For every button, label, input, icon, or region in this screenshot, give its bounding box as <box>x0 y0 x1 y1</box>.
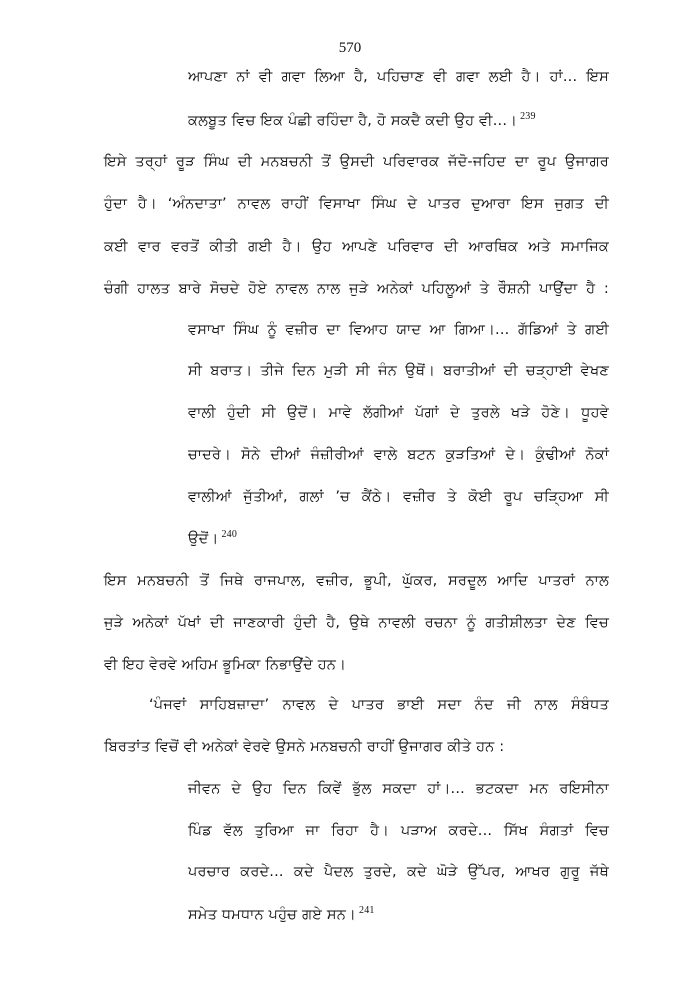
quote-line: ਵਾਲੀਆਂ ਜੁੱਤੀਆਂ, ਗਲਾਂ ’ਚ ਕੈਂਠੇ। ਵਜ਼ੀਰ ਤੇ ਕੋਈ ਰੂਪ ਚੜ੍ਹਿਆ ਸੀ <box>188 489 609 505</box>
quote-line: ਆਪਣਾ ਨਾਂ ਵੀ ਗਵਾ ਲਿਆ ਹੈ, ਪਹਿਚਾਣ ਵੀ ਗਵਾ ਲਈ ਹੈ। ਹਾਂ... ਇਸ <box>188 69 609 85</box>
quote-line: ਜੀਵਨ ਦੇ ਉਹ ਦਿਨ ਕਿਵੇਂ ਭੁੱਲ ਸਕਦਾ ਹਾਂ।... ਭਟਕਦਾ ਮਨ ਰਇਸੀਨਾ <box>188 781 609 797</box>
footnote-marker: 240 <box>221 529 238 540</box>
quote-line-text: ਸਮੇਤ ਧਮਧਾਨ ਪਹੁੰਚ ਗਏ ਸਨ। <box>188 906 356 923</box>
paragraph-line: ਬਿਰਤਾਂਤ ਵਿਚੋਂ ਵੀ ਅਨੇਕਾਂ ਵੇਰਵੇ ਉਸਨੇ ਮਨਬਚਨੀ ਰਾਹੀਂ ਉਜਾਗਰ ਕੀਤੇ ਹਨ : <box>104 739 505 755</box>
quote-line: ਵਸਾਖਾ ਸਿੰਘ ਨੂੰ ਵਜ਼ੀਰ ਦਾ ਵਿਆਹ ਯਾਦ ਆ ਗਿਆ।... ਗੱਡਿਆਂ ਤੇ ਗਈ <box>188 322 609 338</box>
quote-line: ਵਾਲੀ ਹੁੰਦੀ ਸੀ ਉਦੋਂ। ਮਾਵੇ ਲੱਗੀਆਂ ਪੱਗਾਂ ਦੇ ਤੁਰਲੇ ਖੜੇ ਹੋਣੇ। ਧੂਹਵੇ <box>188 405 609 421</box>
paragraph-line: ਚੰਗੀ ਹਾਲਤ ਬਾਰੇ ਸੋਚਦੇ ਹੋਏ ਨਾਵਲ ਨਾਲ ਜੁੜੇ ਅਨੇਕਾਂ ਪਹਿਲੂਆਂ ਤੇ ਰੌਸ਼ਨੀ ਪਾਉਂਦਾ ਹੈ : <box>104 281 609 297</box>
footnote-marker: 241 <box>359 905 375 916</box>
quote-line <box>188 111 609 129</box>
quote-line: ਪਰਚਾਰ ਕਰਦੇ... ਕਦੇ ਪੈਦਲ ਤੁਰਦੇ, ਕਦੇ ਘੋੜੇ ਉੱਪਰ, ਆਖਰ ਗੁਰੂ ਜੱਥੇ <box>188 864 609 880</box>
page-number: 570 <box>338 40 362 56</box>
paragraph-line: ਇਸ ਮਨਬਚਨੀ ਤੋਂ ਜਿਥੇ ਰਾਜਪਾਲ, ਵਜ਼ੀਰ, ਭੂਪੀ, ਘੁੱਕਰ, ਸਰਦੂਲ ਆਦਿ ਪਾਤਰਾਂ ਨਾਲ <box>104 573 609 589</box>
paragraph-line: ਕਈ ਵਾਰ ਵਰਤੋਂ ਕੀਤੀ ਗਈ ਹੈ। ਉਹ ਆਪਣੇ ਪਰਿਵਾਰ ਦੀ ਆਰਥਿਕ ਅਤੇ ਸਮਾਜਿਕ <box>104 239 609 255</box>
quote-line: ਚਾਦਰੇ। ਸੋਨੇ ਦੀਆਂ ਜੰਜ਼ੀਰੀਆਂ ਵਾਲੇ ਬਟਨ ਕੁੜਤਿਆਂ ਦੇ। ਕੁੰਢੀਆਂ ਨੋਕਾਂ <box>188 447 609 463</box>
paragraph-line: ਹੁੰਦਾ ਹੈ। ‘ਅੰਨਦਾਤਾ’ ਨਾਵਲ ਰਾਹੀਂ ਵਿਸਾਖਾ ਸਿੰਘ ਦੇ ਪਾਤਰ ਦੁਆਰਾ ਇਸ ਜੁਗਤ ਦੀ <box>104 196 609 212</box>
paragraph-line: ਜੁੜੇ ਅਨੇਕਾਂ ਪੱਖਾਂ ਦੀ ਜਾਣਕਾਰੀ ਹੁੰਦੀ ਹੈ, ਉਥੇ ਨਾਵਲੀ ਰਚਨਾ ਨੂੰ ਗਤੀਸ਼ੀਲਤਾ ਦੇਣ ਵਿਚ <box>104 615 609 631</box>
quote-line: ਪਿੰਡ ਵੱਲ ਤੁਰਿਆ ਜਾ ਰਿਹਾ ਹੈ। ਪੜਾਅ ਕਰਦੇ... ਸਿੱਖ ਸੰਗਤਾਂ ਵਿਚ <box>188 823 609 839</box>
quote-line-text: ਉਦੋਂ। <box>188 530 219 547</box>
quote-line <box>188 529 609 547</box>
paragraph-line: ‘ਪੰਜਵਾਂ ਸਾਹਿਬਜ਼ਾਦਾ’ ਨਾਵਲ ਦੇ ਪਾਤਰ ਭਾਈ ਸਦਾ ਨੰਦ ਜੀ ਨਾਲ ਸੰਬੰਧਤ <box>149 697 609 713</box>
quote-line: ਸੀ ਬਰਾਤ। ਤੀਜੇ ਦਿਨ ਮੁੜੀ ਸੀ ਜੰਨ ਉਥੋਂ। ਬਰਾਤੀਆਂ ਦੀ ਚੜ੍ਹਾਈ ਵੇਖਣ <box>188 363 609 379</box>
quote-line-text: ਕਲਬੂਤ ਵਿਚ ਇਕ ਪੰਛੀ ਰਹਿੰਦਾ ਹੈ, ਹੋ ਸਕਦੈ ਕਦੀ ਉਹ ਵੀ...। <box>188 112 518 129</box>
paragraph-line: ਵੀ ਇਹ ਵੇਰਵੇ ਅਹਿਮ ਭੂਮਿਕਾ ਨਿਭਾਉਂਦੇ ਹਨ। <box>104 657 347 673</box>
footnote-marker: 239 <box>520 111 536 122</box>
quote-line <box>188 905 609 923</box>
paragraph-line: ਇਸੇ ਤਰ੍ਹਾਂ ਰੂੜ ਸਿੰਘ ਦੀ ਮਨਬਚਨੀ ਤੋਂ ਉਸਦੀ ਪਰਿਵਾਰਕ ਜੱਦੋ-ਜਹਿਦ ਦਾ ਰੂਪ ਉਜਾਗਰ <box>104 154 609 170</box>
